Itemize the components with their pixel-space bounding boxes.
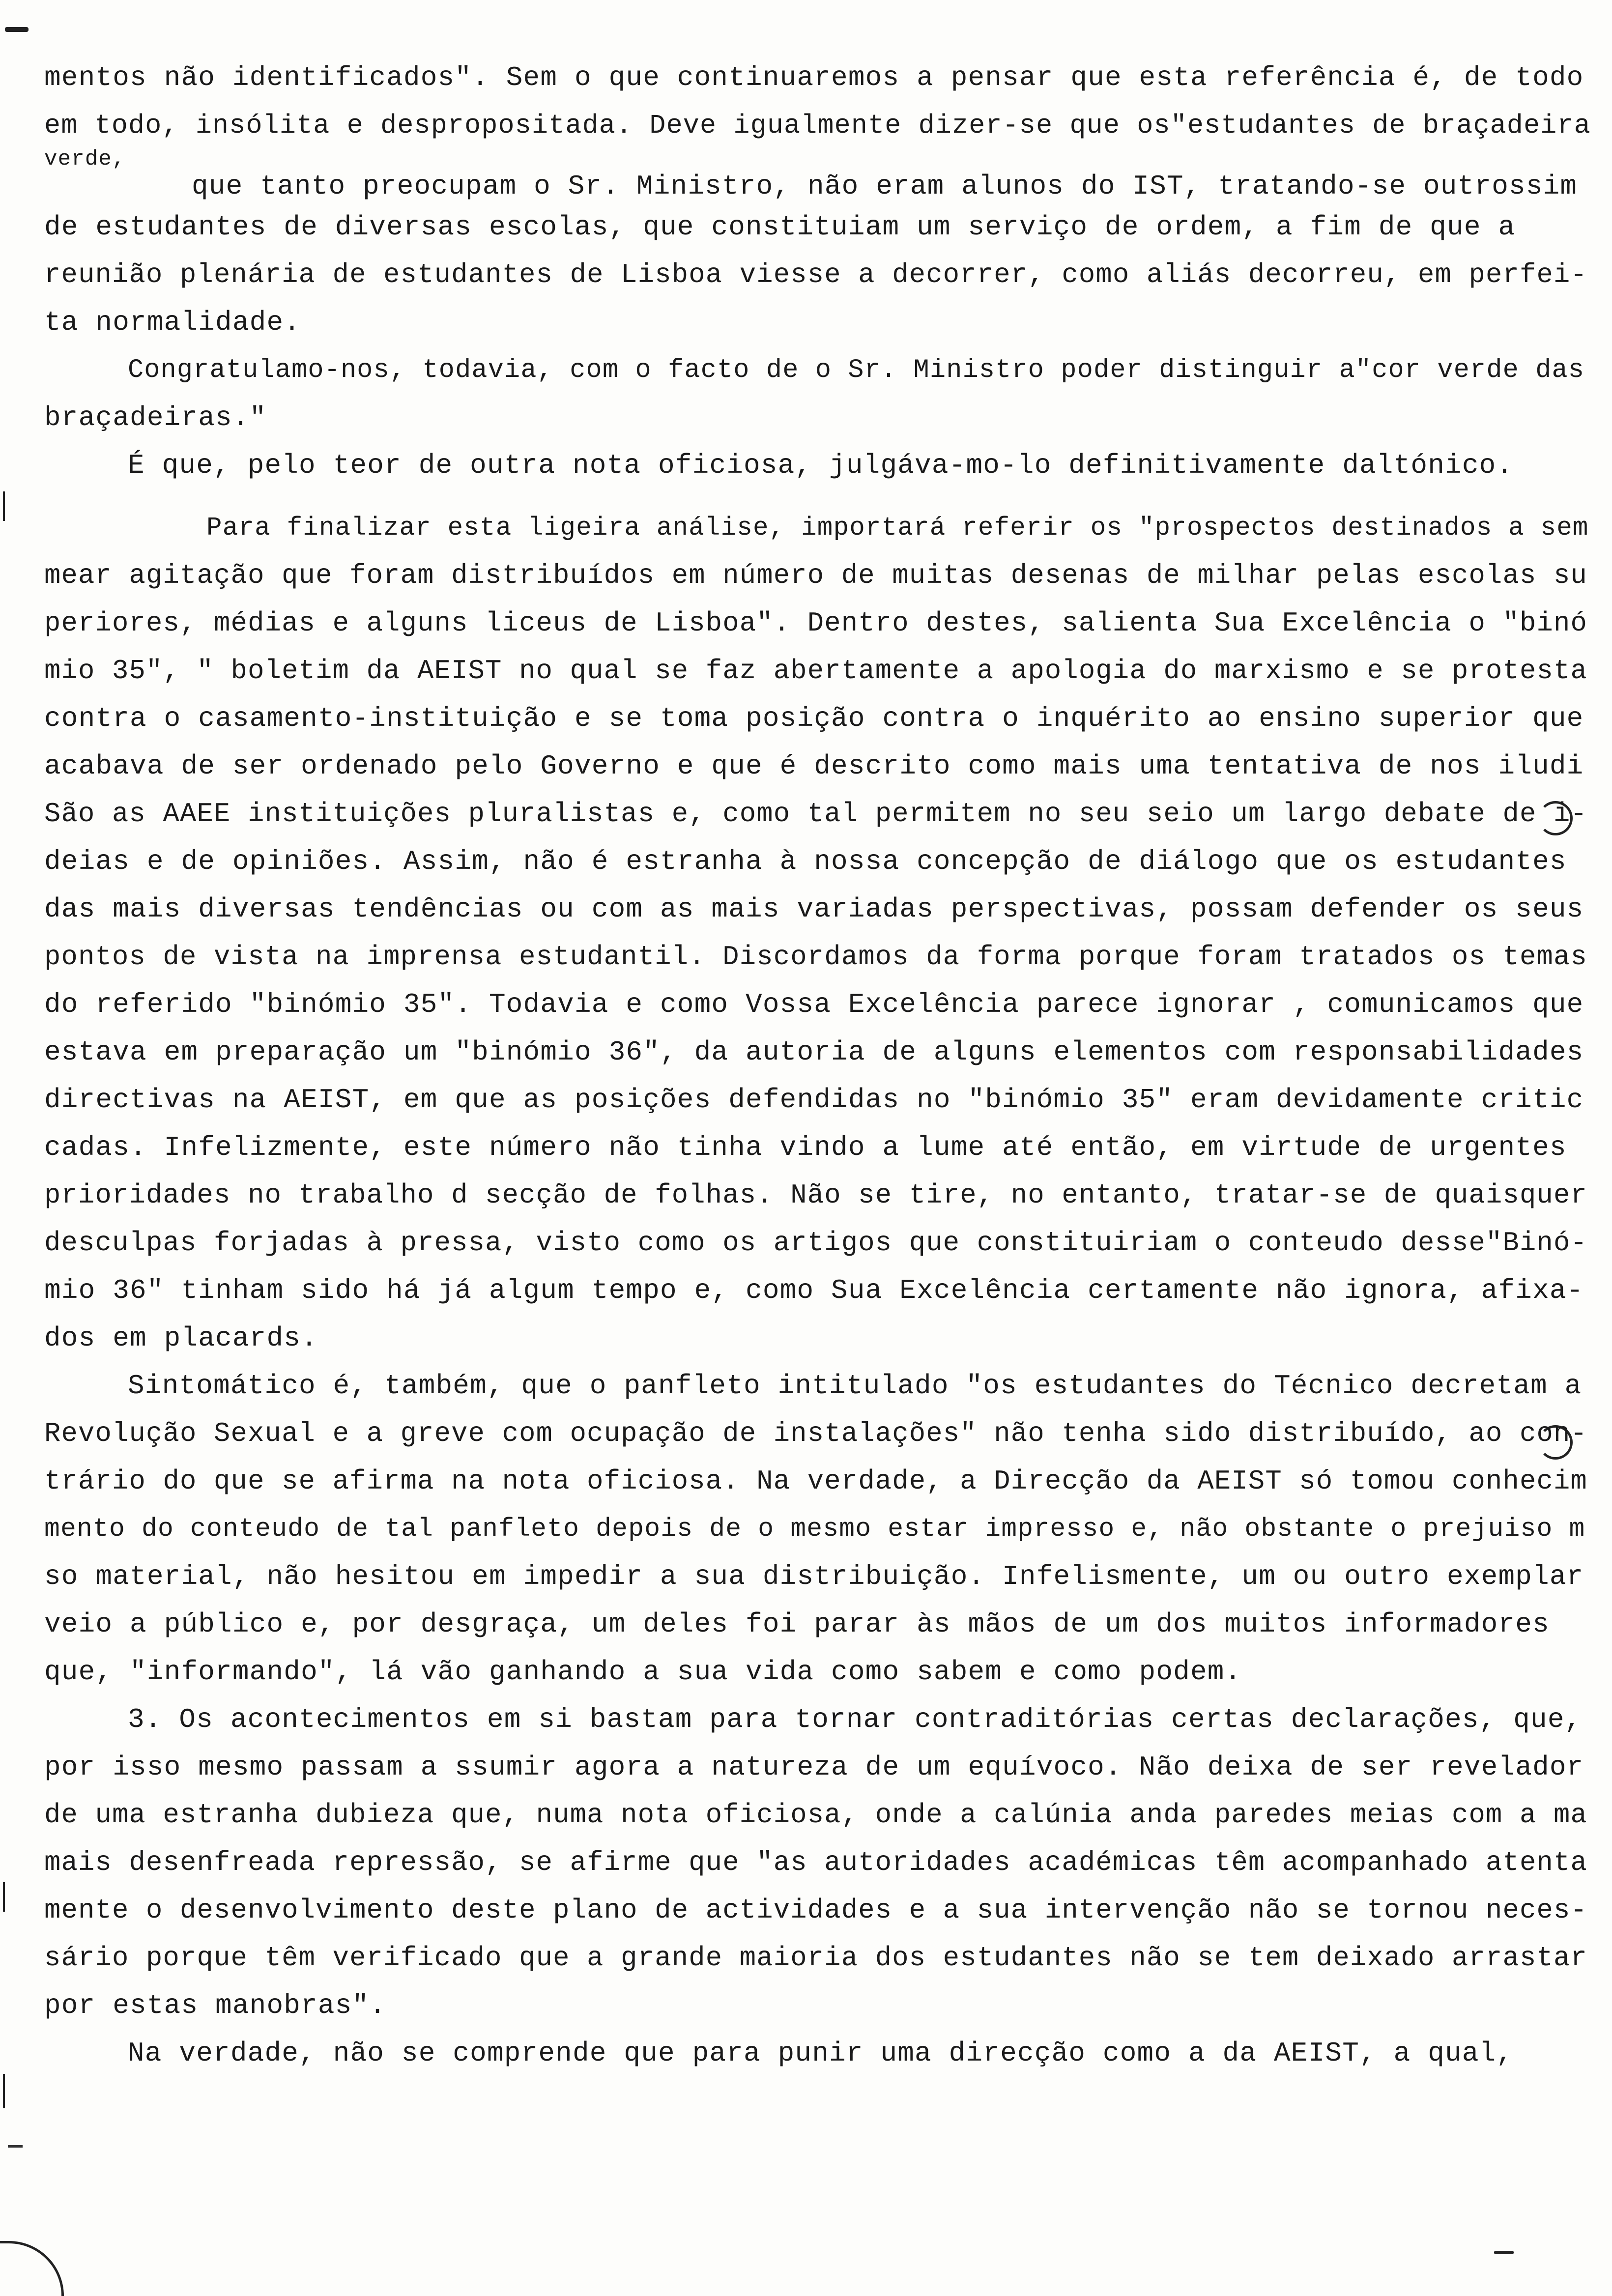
left-margin-tick: [3, 1882, 5, 1912]
text-line: prioridades no trabalho d secção de folhas. Não se tire, no entanto, tratar-se de quaisquer: [44, 1180, 1587, 1211]
text-line: sário porque têm verificado que a grande maioria dos estudantes não se tem deixado arrastar: [44, 1943, 1587, 1974]
text-line: em todo, insólita e despropositada. Deve igualmente dizer-se que os"estudantes de braçadeira: [44, 110, 1591, 141]
text-line: mear agitação que foram distribuídos em número de muitas desenas de milhar pelas escolas su: [44, 560, 1587, 591]
text-line: dos em placards.: [44, 1322, 318, 1354]
text-line: São as AAEE instituições pluralistas e, como tal permitem no seu seio um largo debate de i-: [44, 799, 1587, 830]
bottom-right-ink-mark: [1494, 2251, 1514, 2254]
text-line: por isso mesmo passam a ssumir agora a natureza de um equívoco. Não deixa de ser revelador: [44, 1751, 1584, 1783]
document-body: [44, 54, 1591, 2077]
text-line: Congratulamo-nos, todavia, com o facto de o Sr. Ministro poder distinguir a"cor verde das: [128, 355, 1585, 385]
text-line: das mais diversas tendências ou com as mais variadas perspectivas, possam defender os seus: [44, 893, 1584, 925]
text-line: mentos não identificados". Sem o que continuaremos a pensar que esta referência é, de todo: [44, 62, 1584, 93]
text-line: mento do conteudo de tal panfleto depois de o mesmo estar impresso e, não obstante o prejuiso m: [44, 1514, 1585, 1544]
top-left-ink-mark: [5, 27, 29, 32]
text-line: verde,: [44, 147, 126, 172]
text-line: so material, não hesitou em impedir a sua distribuição. Infelismente, um ou outro exemplar: [44, 1561, 1584, 1592]
text-line: trário do que se afirma na nota oficiosa. Na verdade, a Direcção da AEIST só tomou conhecim: [44, 1466, 1587, 1497]
text-line: Revolução Sexual e a greve com ocupação de instalações" não tenha sido distribuído, ao con-: [44, 1418, 1587, 1449]
text-line: contra o casamento-instituição e se toma posição contra o inquérito ao ensino superior que: [44, 703, 1584, 734]
left-margin-tick: [3, 491, 5, 521]
text-line: por estas manobras".: [44, 1990, 387, 2021]
text-line: veio a público e, por desgraça, um deles foi parar às mãos de um dos muitos informadores: [44, 1608, 1550, 1640]
text-line: mio 36" tinham sido há já algum tempo e, como Sua Excelência certamente não ignora, afixa-: [44, 1275, 1584, 1306]
left-margin-dash: [8, 2145, 23, 2148]
text-line: acabava de ser ordenado pelo Governo e que é descrito como mais uma tentativa de nos iludi: [44, 750, 1584, 782]
text-line: deias e de opiniões. Assim, não é estranha à nossa concepção de diálogo que os estudantes: [44, 846, 1567, 877]
text-line: Para finalizar esta ligeira análise, importará referir os "prospectos destinados a sem: [206, 513, 1589, 543]
text-line: mio 35", " boletim da AEIST no qual se faz abertamente a apologia do marxismo e se protesta: [44, 656, 1587, 687]
text-line: que tanto preocupam o Sr. Ministro, não eram alunos do IST, tratando-se outrossim: [192, 171, 1578, 202]
left-margin-tick: [3, 2074, 5, 2108]
text-line: É que, pelo teor de outra nota oficiosa, julgáva-mo-lo definitivamente daltónico.: [128, 450, 1514, 481]
text-line: estava em preparação um "binómio 36", da autoria de alguns elementos com responsabilidades: [44, 1036, 1584, 1068]
text-line: que, "informando", lá vão ganhando a sua vida como sabem e como podem.: [44, 1656, 1242, 1688]
page-corner-curl: [0, 2241, 64, 2296]
text-line: Sintomático é, também, que o panfleto intitulado "os estudantes do Técnico decretam a: [128, 1370, 1582, 1402]
text-line: braçadeiras.": [44, 402, 267, 433]
text-line: pontos de vista na imprensa estudantil. Discordamos da forma porque foram tratados os temas: [44, 942, 1587, 973]
text-line: ta normalidade.: [44, 307, 301, 338]
text-line: directivas na AEIST, em que as posições defendidas no "binómio 35" eram devidamente critic: [44, 1084, 1584, 1116]
text-line: de estudantes de diversas escolas, que constituiam um serviço de ordem, a fim de que a: [44, 211, 1516, 243]
text-line: mais desenfreada repressão, se afirme que "as autoridades académicas têm acompanhado atenta: [44, 1847, 1587, 1878]
text-line: desculpas forjadas à pressa, visto como os artigos que constituiriam o conteudo desse"Binó-: [44, 1228, 1587, 1259]
text-line: cadas. Infelizmente, este número não tinha vindo a lume até então, em virtude de urgentes: [44, 1132, 1567, 1163]
text-line: do referido "binómio 35". Todavia e como Vossa Excelência parece ignorar , comunicamos que: [44, 989, 1584, 1020]
text-line: Na verdade, não se comprende que para punir uma direcção como a da AEIST, a qual,: [128, 2038, 1514, 2069]
text-line: mente o desenvolvimento deste plano de actividades e a sua intervenção não se tornou neces-: [44, 1895, 1587, 1926]
text-line: de uma estranha dubieza que, numa nota oficiosa, onde a calúnia anda paredes meias com a ma: [44, 1800, 1587, 1831]
text-line: periores, médias e alguns liceus de Lisboa". Dentro destes, salienta Sua Excelência o "binó: [44, 608, 1587, 639]
text-line: 3. Os acontecimentos em si bastam para tornar contraditórias certas declarações, que,: [128, 1704, 1582, 1735]
text-line: reunião plenária de estudantes de Lisboa viesse a decorrer, como aliás decorreu, em perfei-: [44, 259, 1587, 290]
